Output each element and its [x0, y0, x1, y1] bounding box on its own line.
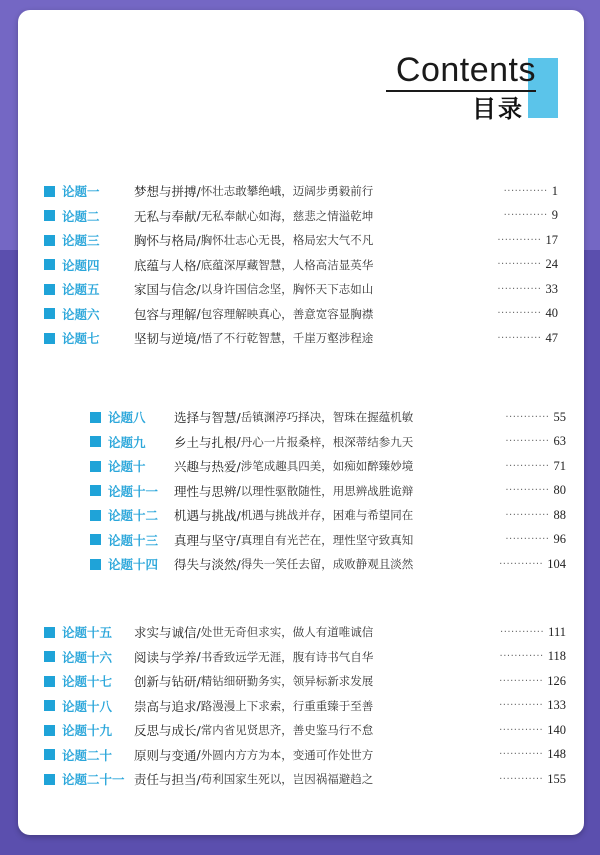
bullet-square-icon	[44, 308, 55, 319]
toc-entry-subtitle: 悟了不行乾智慧，千崖万壑涉程途	[200, 331, 374, 345]
title-separator: /	[196, 281, 201, 297]
bullet-square-icon	[44, 651, 55, 662]
leader-dots: ············	[503, 185, 548, 197]
bullet-square-icon	[90, 559, 101, 570]
toc-entry[interactable]	[44, 744, 566, 766]
toc-entry-page-number: 40	[545, 306, 558, 320]
toc-entry-title: 反思与成长	[134, 723, 197, 738]
toc-entry-title: 机遇与挑战	[174, 508, 237, 523]
toc-entry[interactable]	[90, 553, 566, 575]
title-separator: /	[196, 330, 201, 346]
toc-entry-label: 论题四	[62, 257, 100, 273]
toc-entry[interactable]	[90, 504, 566, 526]
toc-entry-title: 创新与钻研	[134, 674, 197, 689]
bullet-square-icon	[44, 725, 55, 736]
toc-entry[interactable]	[44, 254, 558, 276]
toc-entry-subtitle: 丹心一片报桑梓，根深蒂结参九天	[240, 434, 414, 449]
toc-entry-label: 论题十七	[62, 674, 113, 689]
bullet-square-icon	[90, 534, 101, 545]
bullet-square-icon	[44, 749, 55, 760]
toc-entry-subtitle: 无私奉献心如海，慈悲之情溢乾坤	[200, 208, 374, 223]
toc-entry[interactable]	[44, 695, 566, 717]
toc-entry[interactable]	[44, 180, 558, 202]
toc-entry-label: 论题十一	[108, 483, 159, 499]
title-separator: /	[196, 624, 201, 640]
toc-entry-page-number: 24	[545, 257, 558, 271]
toc-entry-title: 责任与担当	[134, 772, 197, 787]
toc-entry-title: 胸怀与格局	[134, 233, 197, 248]
bullet-square-icon	[44, 259, 55, 270]
leader-dots: ············	[497, 283, 542, 295]
bullet-square-icon	[44, 235, 55, 246]
toc-entry[interactable]	[90, 406, 566, 428]
bullet-square-icon	[90, 461, 101, 472]
toc-entry-label: 论题二	[62, 208, 100, 224]
toc-entry-page-number: 155	[547, 771, 566, 786]
toc-entry[interactable]	[44, 229, 558, 251]
toc-entry-label: 论题六	[62, 306, 100, 322]
toc-entry-page-number: 88	[553, 507, 566, 522]
leader-dots: ············	[499, 675, 544, 687]
toc-entry-subtitle: 得失一笑任去留，成败静观且淡然	[240, 557, 414, 571]
toc-entry-label: 论题二十一	[62, 772, 125, 787]
title-separator: /	[196, 306, 201, 321]
title-separator: /	[196, 208, 201, 223]
leader-dots: ············	[499, 651, 544, 662]
bullet-square-icon	[90, 510, 101, 521]
toc-entry-title: 真理与坚守	[174, 532, 237, 548]
toc-entry-title: 无私与奉献	[134, 208, 197, 224]
toc-entry-page-number: 80	[553, 483, 566, 497]
toc-entry-label: 论题十九	[62, 723, 113, 738]
title-separator: /	[196, 649, 201, 664]
toc-entry-subtitle: 书香致远学无涯，腹有诗书气自华	[200, 649, 374, 664]
toc-entry-subtitle: 涉笔成趣具四美，如痴如醉臻妙境	[240, 459, 414, 473]
toc-entry-title: 底蕴与人格	[134, 257, 197, 273]
toc-entry[interactable]	[90, 480, 566, 502]
title-separator: /	[196, 747, 201, 762]
toc-entry-page-number: 111	[548, 624, 566, 639]
toc-entry-subtitle: 处世无奇但求实，做人有道唯诚信	[200, 625, 374, 639]
toc-entry-label: 论题九	[108, 434, 146, 450]
title-separator: /	[196, 771, 201, 787]
toc-entry-label: 论题十二	[108, 508, 159, 523]
toc-entry-title: 阅读与学养	[134, 649, 197, 665]
leader-dots: ············	[499, 700, 544, 711]
leader-dots: ············	[497, 308, 542, 319]
toc-entry-label: 论题一	[62, 184, 100, 199]
toc-entry-label: 论题十六	[62, 649, 113, 665]
toc-entry-page-number: 104	[547, 556, 566, 571]
toc-entry[interactable]	[44, 303, 558, 325]
toc-entry-title: 坚韧与逆境	[134, 331, 197, 346]
leader-dots: ············	[505, 436, 550, 447]
toc-entry-subtitle: 以身许国信念坚，胸怀天下志如山	[200, 282, 374, 296]
bullet-square-icon	[44, 186, 55, 197]
toc-entry-title: 兴趣与热爱	[174, 459, 237, 474]
toc-entry-page-number: 33	[545, 281, 558, 296]
toc-entry-subtitle: 机遇与挑战并存，困难与希望同在	[240, 508, 414, 522]
title-separator: /	[196, 698, 201, 713]
toc-entry-subtitle: 外圆内方方为本，变通可作处世方	[200, 747, 374, 762]
toc-entry-subtitle: 胸怀壮志心无畏，格局宏大气不凡	[200, 233, 374, 247]
toc-entry-page-number: 47	[545, 330, 558, 345]
toc-entry-label: 论题二十	[62, 747, 113, 763]
toc-entry-label: 论题十五	[62, 625, 113, 640]
toc-entry-page-number: 118	[547, 649, 566, 663]
toc-entry-subtitle: 底蕴深厚藏智慧，人格高洁显英华	[200, 257, 374, 272]
leader-dots: ············	[505, 460, 550, 472]
toc-entry-subtitle: 苟利国家生死以，岂因祸福避趋之	[200, 772, 374, 786]
toc-entry-title: 选择与智慧	[174, 410, 237, 425]
toc-entry-page-number: 9	[551, 208, 558, 222]
title-separator: /	[196, 722, 201, 738]
toc-entry-label: 论题五	[62, 282, 100, 297]
title-separator: /	[236, 409, 241, 425]
toc-entry-title: 家国与信念	[134, 282, 197, 297]
toc-entry-page-number: 148	[547, 747, 566, 761]
leader-dots: ············	[497, 234, 542, 246]
title-separator: /	[196, 183, 201, 199]
bullet-square-icon	[44, 676, 55, 687]
toc-entry-title: 得失与淡然	[174, 557, 237, 572]
toc-entry[interactable]	[44, 327, 558, 349]
toc-entry-subtitle: 真理自有光芒在，理性坚守致真知	[240, 532, 414, 547]
toc-entry[interactable]	[44, 205, 558, 227]
toc-entry-title: 原则与变通	[134, 747, 197, 763]
toc-entry[interactable]	[44, 719, 566, 741]
toc-entry-page-number: 140	[547, 722, 566, 737]
title-separator: /	[236, 434, 241, 449]
contents-page	[18, 10, 584, 835]
toc-entry[interactable]	[44, 646, 566, 668]
bullet-square-icon	[90, 436, 101, 447]
title-separator: /	[236, 483, 241, 498]
title-separator: /	[236, 532, 241, 547]
toc-entry-subtitle: 精钻细研勤务实，领异标新求发展	[200, 674, 374, 688]
toc-entry-title: 理性与思辨	[174, 483, 237, 499]
toc-entry-subtitle: 以理性驱散随性，用思辨战胜诡辩	[240, 483, 414, 498]
toc-entry-subtitle: 怀壮志敢攀绝峨，迈阔步勇毅前行	[200, 184, 374, 198]
toc-entry-label: 论题十三	[108, 532, 159, 548]
leader-dots: ············	[499, 558, 544, 570]
toc-entry-page-number: 1	[551, 183, 558, 198]
toc-entry-page-number: 96	[553, 532, 566, 546]
toc-entry-title: 崇高与追求	[134, 698, 197, 714]
bullet-square-icon	[90, 412, 101, 423]
toc-entry-title: 包容与理解	[134, 306, 197, 322]
toc-entry-page-number: 126	[547, 673, 566, 688]
toc-entry-subtitle: 路漫漫上下求索，行重重臻于至善	[200, 698, 374, 713]
leader-dots: ············	[497, 259, 542, 270]
bullet-square-icon	[44, 333, 55, 344]
toc-entry[interactable]	[44, 621, 566, 643]
title-separator: /	[196, 232, 201, 248]
toc-entry-label: 论题十八	[62, 698, 113, 714]
bullet-square-icon	[90, 485, 101, 496]
toc-entry-page-number: 17	[545, 232, 558, 247]
toc-entry[interactable]	[44, 768, 566, 790]
leader-dots: ············	[505, 509, 550, 521]
leader-dots: ············	[499, 724, 544, 736]
toc-entry[interactable]	[90, 455, 566, 477]
toc-entry-title: 求实与诚信	[134, 625, 197, 640]
page-title-chinese: 目录	[472, 95, 524, 123]
toc-entry-subtitle: 包容理解映真心，善意宽容显胸襟	[200, 306, 374, 321]
bullet-square-icon	[44, 210, 55, 221]
leader-dots: ············	[497, 332, 542, 344]
bullet-square-icon	[44, 700, 55, 711]
toc-entry-subtitle: 常内省见贤思齐，善史鉴马行不怠	[200, 723, 374, 737]
toc-entry-page-number: 71	[553, 458, 566, 473]
leader-dots: ············	[505, 534, 550, 545]
title-separator: /	[196, 673, 201, 689]
bullet-square-icon	[44, 627, 55, 638]
title-separator: /	[236, 458, 241, 474]
title-separator: /	[236, 507, 241, 523]
bullet-square-icon	[44, 774, 55, 785]
toc-entry-title: 梦想与拼搏	[134, 184, 197, 199]
toc-entry-page-number: 55	[553, 409, 566, 424]
toc-entry[interactable]	[90, 529, 566, 551]
toc-entry-label: 论题八	[108, 410, 146, 425]
toc-entry-label: 论题十四	[108, 557, 159, 572]
page-title-english: Contents	[395, 51, 536, 89]
toc-entry-label: 论题七	[62, 331, 100, 346]
contents-title-block	[378, 50, 558, 130]
leader-dots: ············	[499, 773, 544, 785]
toc-entry[interactable]	[44, 670, 566, 692]
title-underline	[386, 90, 536, 92]
title-separator: /	[236, 556, 241, 572]
toc-entry[interactable]	[90, 431, 566, 453]
leader-dots: ············	[505, 485, 550, 496]
toc-entry-label: 论题三	[62, 233, 100, 248]
toc-entry-page-number: 133	[547, 698, 566, 712]
toc-entry[interactable]	[44, 278, 558, 300]
leader-dots: ············	[505, 411, 550, 423]
title-separator: /	[196, 257, 201, 272]
toc-entry-title: 乡土与扎根	[174, 434, 237, 450]
toc-entry-subtitle: 岳镇渊渟巧择决，智珠在握蕴机敏	[240, 410, 414, 424]
leader-dots: ············	[499, 749, 544, 760]
toc-entry-page-number: 63	[553, 434, 566, 448]
leader-dots: ············	[500, 626, 545, 638]
leader-dots: ············	[503, 210, 548, 221]
bullet-square-icon	[44, 284, 55, 295]
toc-entry-label: 论题十	[108, 459, 146, 474]
